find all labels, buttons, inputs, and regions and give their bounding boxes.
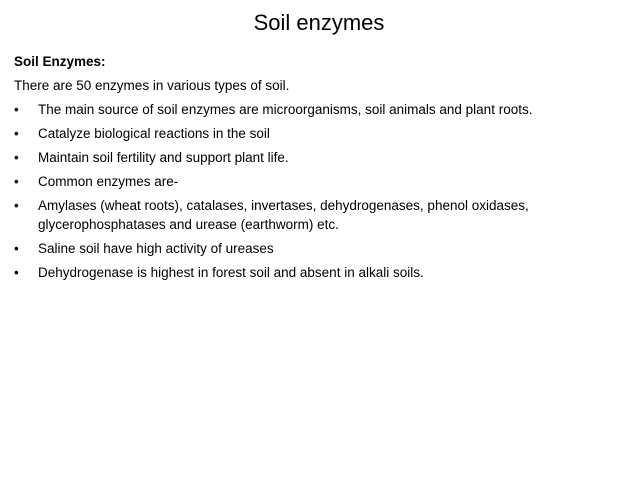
bullet-icon: •	[14, 102, 19, 117]
slide-body	[14, 50, 614, 285]
bullet-item	[14, 146, 614, 170]
bullet-icon: •	[14, 265, 19, 280]
bullet-text: Dehydrogenase is highest in forest soil and absent in alkali soils.	[38, 265, 424, 280]
bullet-icon: •	[14, 150, 19, 165]
bullet-item	[14, 194, 614, 237]
bullet-item	[14, 98, 614, 122]
bullet-text: Catalyze biological reactions in the soil	[38, 126, 270, 141]
bullet-icon: •	[14, 126, 19, 141]
bullet-item	[14, 170, 614, 194]
bullet-text: Amylases (wheat roots), catalases, invertases, dehydrogenases, phenol oxidases, glycerophosphatases and urease (earthworm) etc.	[38, 198, 529, 232]
intro-text: There are 50 enzymes in various types of soil.	[14, 78, 290, 93]
bullet-icon: •	[14, 198, 19, 213]
bullet-text: Saline soil have high activity of ureases	[38, 241, 274, 256]
bullet-text: Common enzymes are-	[38, 174, 179, 189]
bullet-icon: •	[14, 241, 19, 256]
bullet-text: Maintain soil fertility and support plant life.	[38, 150, 289, 165]
bullet-item	[14, 122, 614, 146]
bullet-text: The main source of soil enzymes are microorganisms, soil animals and plant roots.	[38, 102, 533, 117]
bullet-list	[14, 98, 614, 285]
bullet-item	[14, 237, 614, 261]
bullet-item	[14, 261, 614, 285]
section-heading: Soil Enzymes:	[14, 54, 106, 69]
bullet-icon: •	[14, 174, 19, 189]
slide-title: Soil enzymes	[253, 10, 385, 35]
